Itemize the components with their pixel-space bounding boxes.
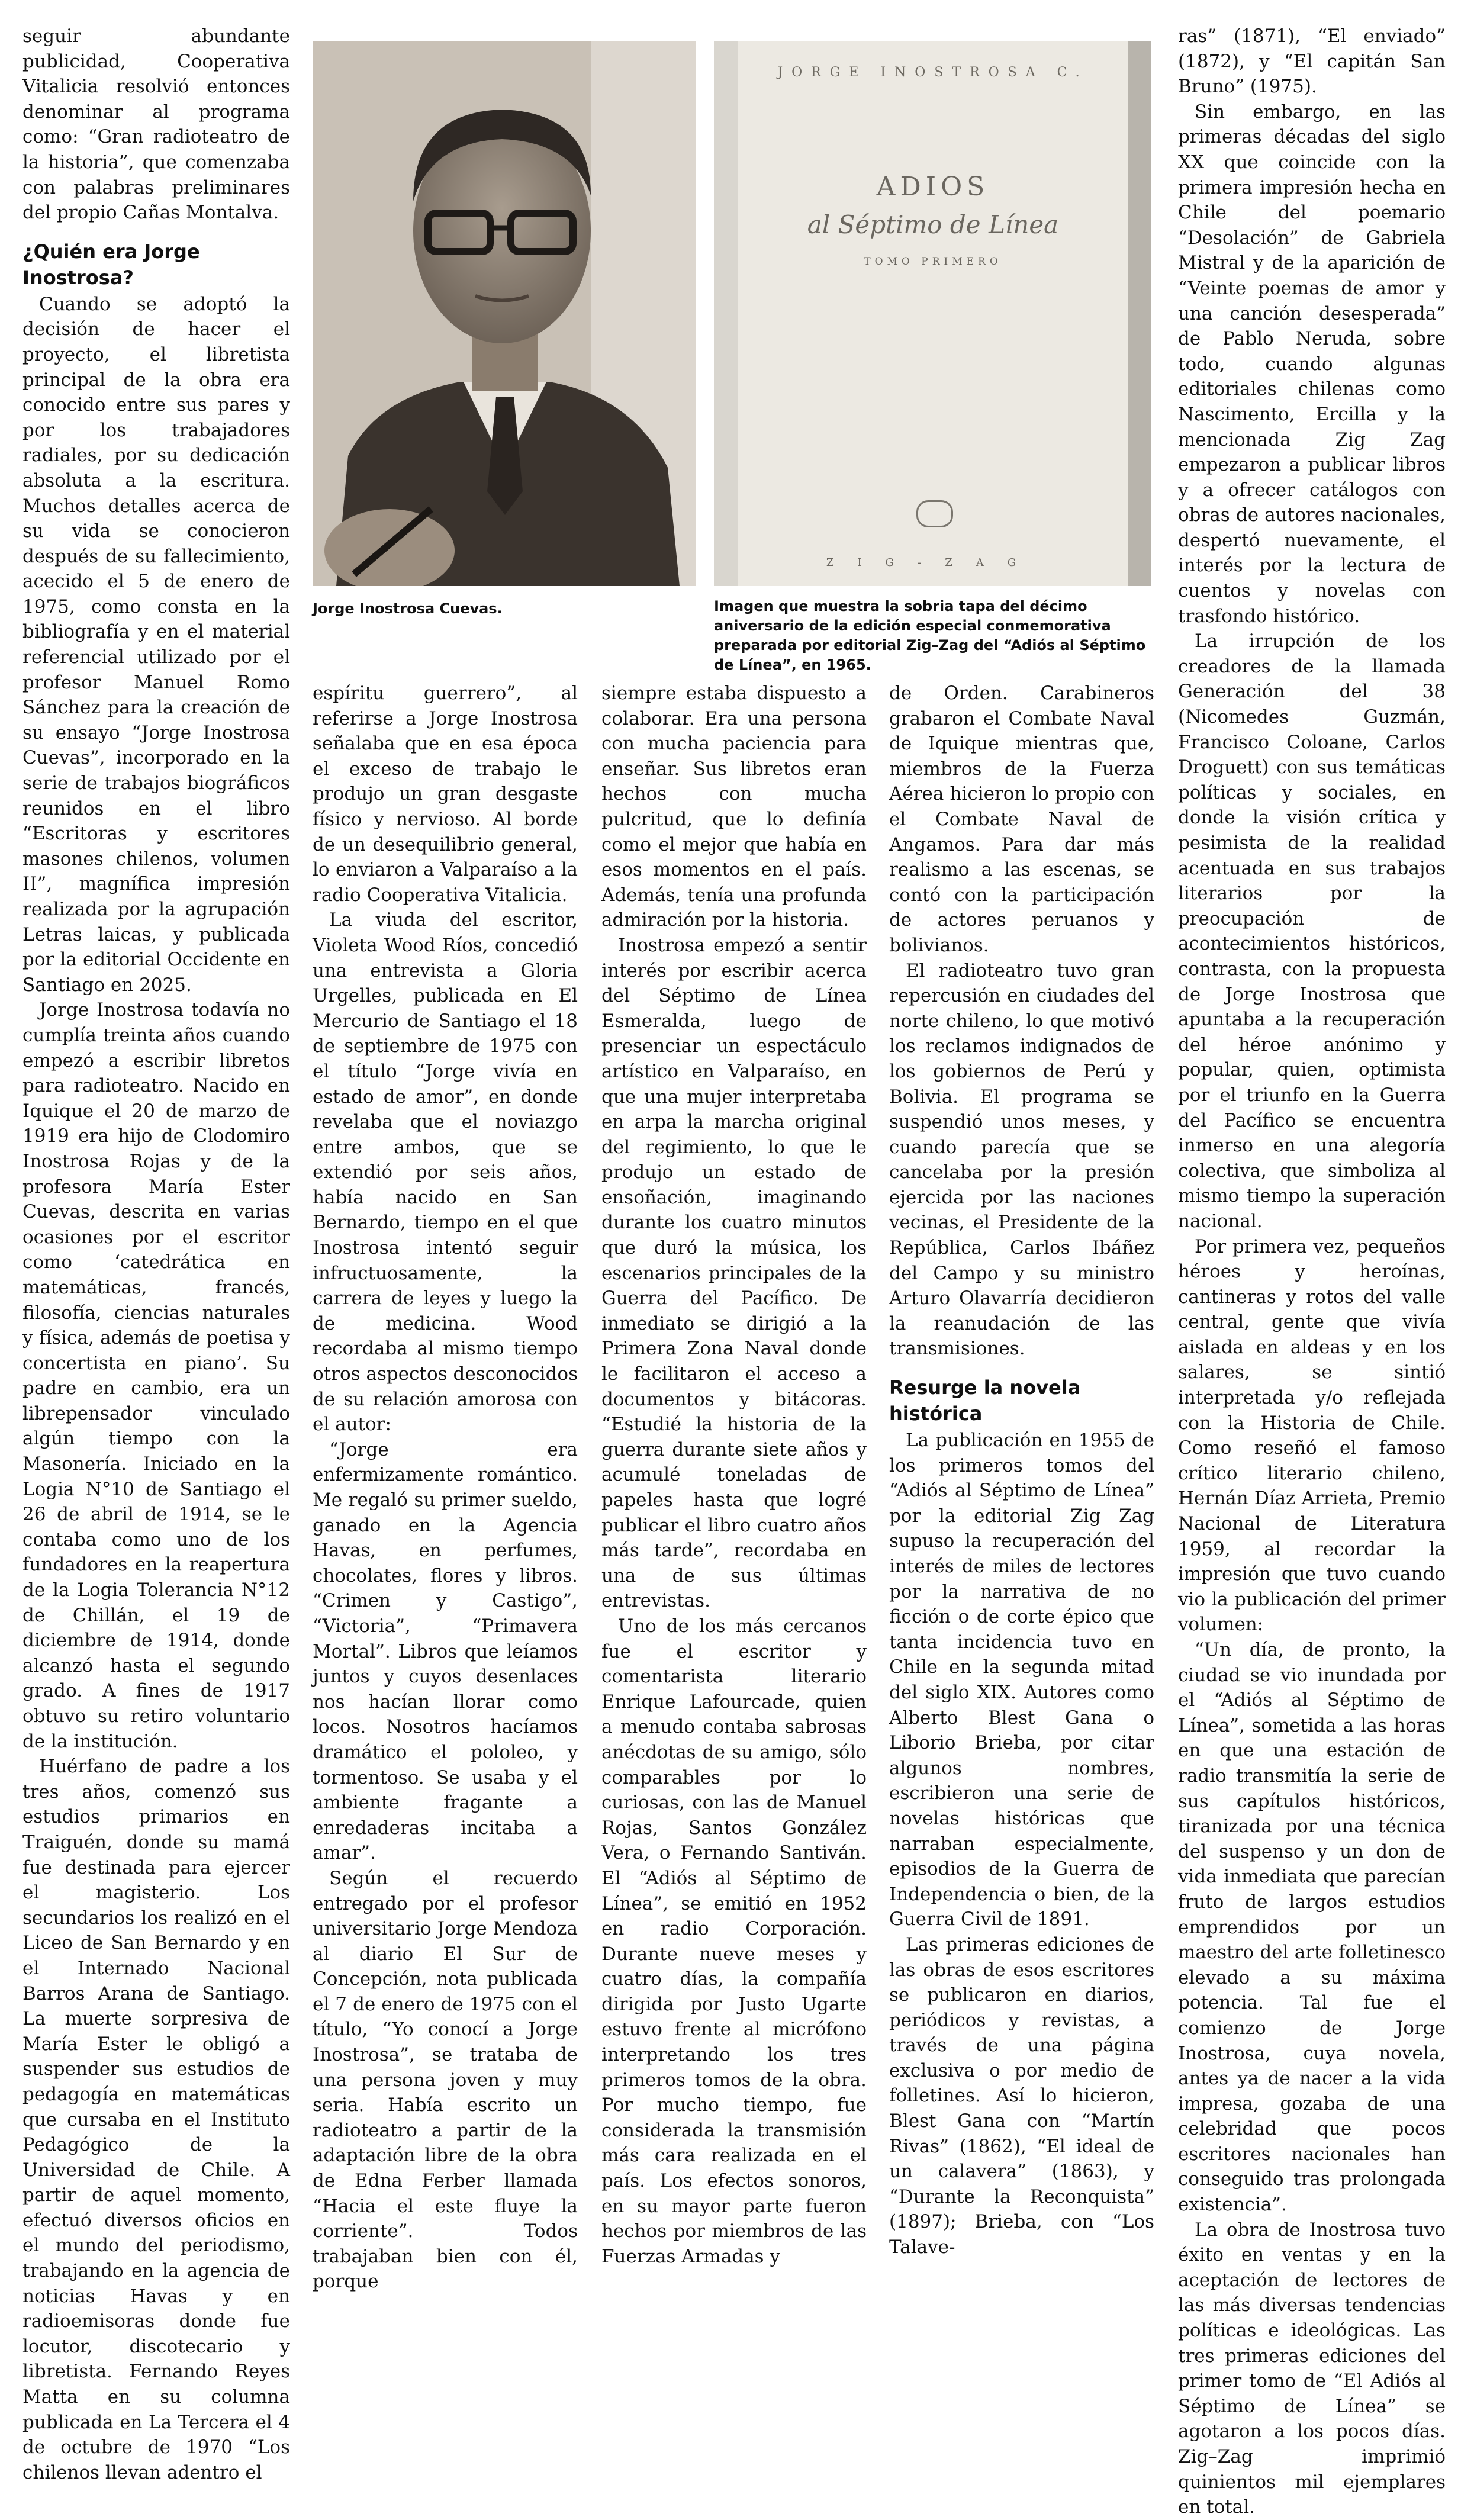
paragraph: Sin embargo, en las primeras décadas del siglo XX que coincide con la primera impresión hecha en Chile del poemario “Desolación” de Gabriela Mistral y de la aparición de “Veinte poemas de amor y una canción desesperada” de Pablo Neruda, sobre todo, cuando algunas editoriales chilenas como Nascimento, Ercilla y la mencionada Zig Zag empezaron a publicar libros y a ofrecer catálogos con obras de autores nacionales, despertó nuevamente, el interés por la lectura de cuentos y novelas con trasfondo histórico. (1178, 101, 1446, 627)
paragraph: Por primera vez, pequeños héroes y heroínas, cantineras y rotos del valle central, gente que vivía aislada en aldeas y en los salares, se sintió interpretada y/o reflejada con la Historia de Chile. Como reseñó el famoso crítico literario chileno, Hernán Díaz Arrieta, Premio Nacional de Literatura 1959, al recordar la impresión que tuvo cuando vio la publicación del primer volumen: (1178, 1235, 1446, 1636)
article-column-1 (22, 24, 290, 2485)
paragraph: La viuda del escritor, Violeta Wood Ríos, concedió una entrevista a Gloria Urgelles, publicada en El Mercurio de Santiago el 18 de septiembre de 1975 con el título “Jorge vivía en estado de amor”, en donde revelaba que el noviazgo entre ambos, que se extendió por seis años, había nacido en San Bernardo, tiempo en el que Inostrosa intentó seguir infructuosamente, la carrera de leyes y luego la de medicina. Wood recordaba al mismo tiempo otros aspectos desconocidos de su relación amorosa con el autor: (313, 909, 578, 1436)
portrait-caption: Jorge Inostrosa Cuevas. (313, 600, 503, 617)
paragraph: espíritu guerrero”, al referirse a Jorge Inostrosa señalaba que en esa época el exceso de trabajo le produjo un gran desgaste físico y nervioso. Al borde de un desequilibrio general, lo enviaron a Valparaíso a la radio Cooperativa Vitalicia. (313, 683, 578, 906)
cover-volume: TOMO PRIMERO (864, 256, 1002, 268)
paragraph: siempre estaba dispuesto a colaborar. Era una persona con mucha paciencia para enseñar. Sus libretos eran hechos con mucha pulcritud, que lo definía como el mejor que había en esos momentos en el país. Además, tenía una profunda admiración por la historia. (601, 683, 867, 931)
paragraph: La irrupción de los creadores de la llamada Generación del 38 (Nicomedes Guzmán, Francisco Coloane, Carlos Droguett) con sus temáticas políticas y sociales, en donde la visión crítica y pesimista de la realidad acentuada en sus trabajos literarios por la preocupación de acontecimientos históricos, contrasta, con la propuesta de Jorge Inostrosa que apuntaba a la recuperación del héroe anónimo y popular, quien, optimista por el triunfo en la Guerra del Pacífico se encuentra inmerso en una alegoría colectiva, que simboliza al mismo tiempo la superación nacional. (1178, 630, 1446, 1232)
cover-author: JORGE INOSTROSA C. (777, 65, 1089, 80)
paragraph: La obra de Inostrosa tuvo éxito en ventas y en la aceptación de lectores de las más diversas tendencias políticas e ideológicas. Las tres primeras ediciones del primer tomo de “El Adiós al Séptimo de Línea” se agotaron a los pocos días. Zig–Zag imprimió quinientos mil ejemplares en total. (1178, 2219, 1446, 2518)
paragraph: seguir abundante publicidad, Cooperativa Vitalicia resolvió entonces denominar al programa como: “Gran radioteatro de la historia”, que comenzaba con palabras preliminares del propio Cañas Montalva. (22, 25, 290, 224)
cover-caption: Imagen que muestra la sobria tapa del décimo aniversario de la edición especial conmemorativa preparada por editorial Zig–Zag del “Adiós al Séptimo de Línea”, en 1965. (714, 598, 1146, 673)
article-column-3 (601, 681, 867, 2269)
paragraph: ras” (1871), “El enviado” (1872), y “El capitán San Bruno” (1975). (1178, 25, 1446, 98)
paragraph: Inostrosa empezó a sentir interés por escribir acerca del Séptimo de Línea Esmeralda, luego de presenciar un espectáculo artístico en Valparaíso, en que una mujer interpretaba en arpa la marcha original del regimiento, lo que le produjo un estado de ensoñación, imaginando durante los cuatro minutos que duró la música, los escenarios principales de la Guerra del Pacífico. De inmediato se dirigió a la Primera Zona Naval donde le facilitaron el acceso a documentos y bitácoras. “Estudié la historia de la guerra durante siete años y acumulé toneladas de papeles hasta que logré publicar el libro cuatro años más tarde”, recordaba en una de sus últimas entrevistas. (601, 934, 867, 1612)
paragraph: Huérfano de padre a los tres años, comenzó sus estudios primarios en Traiguén, donde su mamá fue destinada para ejercer el magisterio. Los secundarios los realizó en el Liceo de San Bernardo y en el Internado Nacional Barros Arana de Santiago. La muerte sorpresiva de María Ester le obligó a suspender sus estudios de pedagogía en matemáticas que cursaba en el Instituto Pedagógico de la Universidad de Chile. A partir de aquel momento, efectuó diversos oficios en el mundo del periodismo, trabajando en la agencia de noticias Havas y en radioemisoras donde fue locutor, discotecario y libretista. Fernando Reyes Matta en su columna publicada en La Tercera el 4 de octubre de 1970 “Los chilenos llevan adentro el (22, 1756, 290, 2483)
paragraph: La publicación en 1955 de los primeros tomos del “Adiós al Séptimo de Línea” por la editorial Zig Zag supuso la recuperación del interés de miles de lectores por la narrativa de no ficción o de corte épico que tanta incidencia tuvo en Chile en la segunda mitad del siglo XIX. Autores como Alberto Blest Gana o Liborio Brieba, por citar algunos nombres, escribieron una serie de novelas históricas que narraban especialmente, episodios de la Guerra de Independencia o bien, de la Guerra Civil de 1891. (889, 1430, 1154, 1930)
paragraph: Jorge Inostrosa todavía no cumplía treinta años cuando empezó a escribir libretos para radioteatro. Nacido en Iquique el 20 de marzo de 1919 era hijo de Clodomiro Inostrosa Rojas y de la profesora María Ester Cuevas, descrita en varias ocasiones por el escritor como ‘catedrática en matemáticas, francés, filosofía, ciencias naturales y física, además de poetisa y concertista en piano’. Su padre en cambio, era un librepensador vinculado algún tiempo con la Masonería. Iniciado en la Logia N°10 de Santiago el 26 de abril de 1914, se le contaba como uno de los fundadores en la reapertura de la Logia Tolerancia N°12 de Chillán, el 19 de diciembre de 1914, donde alcanzó hasta el segundo grado. A fines de 1917 obtuvo su retiro voluntario de la institución. (22, 999, 290, 1752)
section-heading: ¿Quién era Jorge Inostrosa? (22, 240, 200, 289)
paragraph: Cuando se adoptó la decisión de hacer el proyecto, el libretista principal de la obra era conocido entre sus pares y por los trabajadores radiales, por su dedicación absoluta a la escritura. Muchos detalles acerca de su vida se conocieron después de su fallecimiento, acecido el 5 de enero de 1975, como consta en la bibliografía y en el material referencial utilizado por el profesor Manuel Romo Sánchez para la creación de su ensayo “Jorge Inostrosa Cuevas”, incorporado en la serie de trabajos biográficos reunidos en el libro “Escritoras y escritores masones chilenos, volumen II”, magnífica impresión realizada por la agrupación Letras laicas, y publicada por la editorial Occidente en Santiago en 2025. (22, 293, 290, 996)
paragraph: El radioteatro tuvo gran repercusión en ciudades del norte chileno, lo que motivó los reclamos indignados de los gobiernos de Perú y Bolivia. El programa se suspendió unos meses, y cuando parecía que se cancelaba por la presión ejercida por las naciones vecinas, el Presidente de la República, Carlos Ibáñez del Campo y su ministro Arturo Olavarría decidieron la reanudación de las transmisiones. (889, 960, 1154, 1360)
paragraph: “Un día, de pronto, la ciudad se vio inundada por el “Adiós al Séptimo de Línea”, sometida a las horas en que una estación de radio transmitía la serie de sus capítulos históricos, tiranizada por una técnica del suspenso y un don de vida inmediata que parecían fruto de largos estudios emprendidos por un maestro del arte folletinesco elevado a su máxima potencia. Tal fue el comienzo de Jorge Inostrosa, cuya novela, antes ya de nacer a la vida impresa, gozaba de una celebridad que pocos escritores nacionales han conseguido tras prolongada existencia”. (1178, 1639, 1446, 2216)
cover-publisher: ZIG-ZAG (826, 556, 1040, 569)
cover-title: ADIOS (876, 172, 990, 202)
paragraph: Según el recuerdo entregado por el profesor universitario Jorge Mendoza al diario El Sur de Concepción, nota publicada el 7 de enero de 1975 con el título, “Yo conocí a Jorge Inostrosa”, se trataba de una persona joven y muy seria. Había escrito un radioteatro a partir de la adaptación libre de la obra de Edna Ferber llamada “Hacia el este fluye la corriente”. Todos trabajaban bien con él, porque (313, 1867, 578, 2293)
paragraph: Las primeras ediciones de las obras de esos escritores se publicaron en diarios, periódicos y revistas, a través de una página exclusiva o por medio de folletines. Así lo hicieron, Blest Gana con “Martín Rivas” (1862), “El ideal de un calavera” (1863), y “Durante la Reconquista” (1897); Brieba, con “Los Talave- (889, 1933, 1154, 2258)
section-heading: Resurge la novela histórica (889, 1376, 1081, 1425)
article-column-2 (313, 681, 578, 2294)
paragraph: de Orden. Carabineros grabaron el Combate Naval de Iquique mientras que, miembros de la Fuerza Aérea hicieron lo propio con el Combate Naval de Angamos. Para dar más realismo a las escenas, se contó con la participación de actores peruanos y bolivianos. (889, 683, 1154, 956)
paragraph: Uno de los más cercanos fue el escritor y comentarista literario Enrique Lafourcade, quien a menudo contaba sabrosas anécdotas de su amigo, sólo comparables por lo curiosas, con las de Manuel Rojas, Santos González Vera, o Fernando Santiván. El “Adiós al Séptimo de Línea”, se emitió en 1952 en radio Corporación. Durante nueve meses y cuatro días, la compañía dirigida por Justo Ugarte estuvo frente al micrófono interpretando los tres primeros tomos de la obra. Por mucho tiempo, fue considerada la transmisión más cara realizada en el país. Los efectos sonoros, en su mayor parte fueron hechos por miembros de las Fuerzas Armadas y (601, 1615, 867, 2267)
paragraph: “Jorge era enfermizamente romántico. Me regaló su primer sueldo, ganado en la Agencia Havas, en perfumes, chocolates, flores y libros. “Crimen y Castigo”, “Victoria”, “Primavera Mortal”. Libros que leíamos juntos y cuyos desenlaces nos hacían llorar como locos. Nosotros hacíamos dramático el pololeo, y tormentoso. Se usaba y el ambiente fragante a enredaderas incitaba a amar”. (313, 1438, 578, 1864)
book-spine-shadow (1128, 41, 1151, 586)
portrait-photo (313, 41, 696, 586)
cover-subtitle: al Séptimo de Línea (807, 210, 1059, 239)
publisher-logo-icon (916, 500, 953, 527)
book-cover-photo (714, 41, 1151, 586)
article-column-4 (889, 681, 1154, 2260)
article-column-5 (1178, 24, 1446, 2520)
portrait-illustration (313, 41, 696, 586)
